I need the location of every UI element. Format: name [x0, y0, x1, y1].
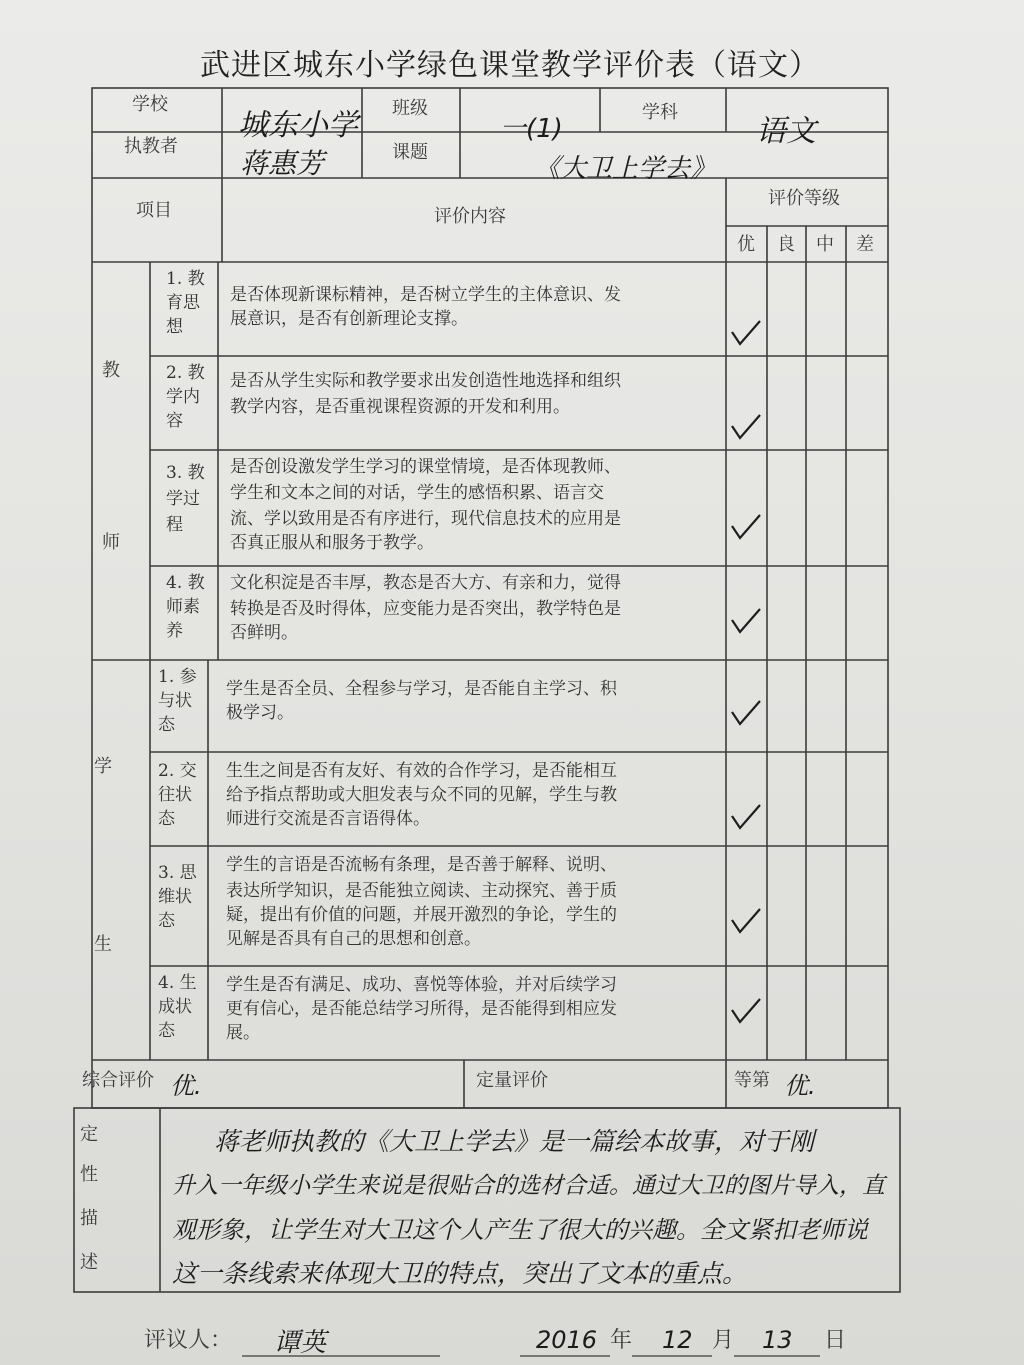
content-line: 学生和文本之间的对话，学生的感悟积累、语言交	[230, 483, 604, 503]
item-label-line: 2. 交	[158, 761, 197, 781]
reviewer-label: 评议人：	[144, 1328, 233, 1353]
item-label-line: 往状	[158, 785, 192, 805]
school-label: 学校	[132, 94, 168, 115]
group-teacher-char-1: 教	[102, 360, 120, 381]
item-label-line: 1. 参	[158, 667, 197, 687]
content-line: 否鲜明。	[230, 623, 298, 643]
content-header: 评价内容	[434, 206, 506, 227]
class-value: 一(1)	[500, 114, 563, 144]
check-mark-icon	[729, 606, 763, 636]
group-teacher-char-2: 师	[102, 532, 120, 553]
item-label-line: 4. 生	[158, 973, 197, 993]
teacher-label: 执教者	[124, 136, 178, 157]
content-line: 给予指点帮助或大胆发表与众不同的见解，学生与教	[226, 785, 617, 805]
item-label-line: 4. 教	[166, 573, 205, 593]
check-mark-icon	[729, 698, 763, 728]
date-month: 12	[662, 1326, 693, 1354]
item-label-line: 成状	[158, 997, 192, 1017]
content-line: 是否从学生实际和教学要求出发创造性地选择和组织	[230, 371, 621, 391]
grade-header: 评价等级	[768, 188, 840, 209]
day-unit: 日	[824, 1328, 847, 1353]
item-label-line: 1. 教	[166, 269, 205, 289]
teacher-value: 蒋惠芳	[240, 147, 325, 180]
content-line: 学生的言语是否流畅有条理，是否善于解释、说明、	[226, 855, 617, 875]
content-line: 师进行交流是否言语得体。	[226, 809, 430, 829]
qual-label-char: 性	[80, 1164, 98, 1185]
check-mark-icon	[729, 318, 763, 348]
item-label-line: 态	[158, 1021, 175, 1041]
school-value: 城东小学	[238, 108, 358, 143]
item-label-line: 容	[166, 411, 183, 431]
qual-label-char: 描	[80, 1208, 98, 1229]
content-line: 转换是否及时得体，应变能力是否突出，教学特色是	[230, 599, 621, 619]
content-line: 疑，提出有价值的问题，并展开激烈的争论，学生的	[226, 905, 617, 925]
item-label-line: 养	[166, 621, 183, 641]
overall-eval-value: 优.	[170, 1072, 202, 1100]
item-label-line: 3. 教	[166, 463, 205, 483]
content-line: 展意识，是否有创新理论支撑。	[230, 309, 468, 329]
item-label-line: 态	[158, 809, 175, 829]
item-label-line: 与状	[158, 691, 192, 711]
topic-value: 《大卫上学去》	[534, 154, 717, 184]
qual-description-line: 这一条线索来体现大卫的特点，突出了文本的重点。	[172, 1259, 748, 1288]
content-line: 展。	[226, 1023, 260, 1043]
quant-eval-label: 定量评价	[476, 1070, 548, 1091]
content-line: 表达所学知识，是否能独立阅读、主动探究、善于质	[226, 881, 617, 901]
form-title: 武进区城东小学绿色课堂教学评价表（语文）	[200, 48, 820, 83]
group-student-char-2: 生	[94, 934, 112, 955]
content-line: 极学习。	[226, 703, 294, 723]
content-line: 学生是否有满足、成功、喜悦等体验，并对后续学习	[226, 975, 617, 995]
content-line: 文化积淀是否丰厚，教态是否大方、有亲和力，觉得	[230, 573, 621, 593]
content-line: 学生是否全员、全程参与学习，是否能自主学习、积	[226, 679, 617, 699]
qual-label-char: 述	[80, 1252, 98, 1273]
overall-eval-label: 综合评价	[82, 1070, 154, 1091]
check-mark-icon	[729, 512, 763, 542]
item-label-line: 师素	[166, 597, 200, 617]
qual-description-line: 升入一年级小学生来说是很贴合的选材合适。通过大卫的图片导入，直	[172, 1173, 885, 1199]
qual-description-line: 蒋老师执教的《大卫上学去》是一篇绘本故事，对于刚	[214, 1127, 815, 1156]
item-label-line: 态	[158, 715, 175, 735]
grade-poor-header: 差	[856, 234, 874, 255]
grade-average-header: 中	[816, 234, 834, 255]
qual-label-char: 定	[80, 1124, 98, 1145]
content-line: 是否体现新课标精神，是否树立学生的主体意识、发	[230, 285, 621, 305]
year-unit: 年	[610, 1328, 633, 1353]
content-line: 更有信心，是否能总结学习所得，是否能得到相应发	[226, 999, 617, 1019]
content-line: 流、学以致用是否有序进行，现代信息技术的应用是	[230, 509, 621, 529]
month-unit: 月	[712, 1328, 735, 1353]
subject-label: 学科	[642, 102, 678, 123]
check-mark-icon	[729, 412, 763, 442]
date-day: 13	[762, 1326, 793, 1354]
content-line: 教学内容，是否重视课程资源的开发和利用。	[230, 397, 570, 417]
check-mark-icon	[729, 802, 763, 832]
topic-label: 课题	[392, 142, 428, 163]
class-label: 班级	[392, 98, 428, 119]
item-label-line: 育思	[166, 293, 200, 313]
item-header: 项目	[136, 200, 172, 221]
date-year: 2016	[536, 1326, 598, 1354]
item-label-line: 维状	[158, 887, 192, 907]
content-line: 生生之间是否有友好、有效的合作学习，是否能相互	[226, 761, 617, 781]
content-line: 是否创设激发学生学习的课堂情境，是否体现教师、	[230, 457, 621, 477]
content-line: 见解是否具有自己的思想和创意。	[226, 929, 481, 949]
item-label-line: 态	[158, 911, 175, 931]
rank-value: 优.	[784, 1072, 816, 1100]
rank-label: 等第	[734, 1070, 770, 1091]
item-label-line: 3. 思	[158, 863, 197, 883]
grade-excellent-header: 优	[737, 234, 755, 255]
grade-good-header: 良	[777, 234, 795, 255]
check-mark-icon	[729, 906, 763, 936]
group-student-char-1: 学	[94, 756, 112, 777]
subject-value: 语文	[756, 114, 816, 149]
item-label-line: 学内	[166, 387, 200, 407]
check-mark-icon	[729, 996, 763, 1026]
reviewer-signature: 谭英	[274, 1328, 327, 1358]
content-line: 否真正服从和服务于教学。	[230, 533, 434, 553]
item-label-line: 学过	[166, 489, 200, 509]
item-label-line: 程	[166, 515, 183, 535]
item-label-line: 2. 教	[166, 363, 205, 383]
item-label-line: 想	[166, 317, 183, 337]
qual-description-line: 观形象，让学生对大卫这个人产生了很大的兴趣。全文紧扣老师说	[172, 1216, 868, 1244]
